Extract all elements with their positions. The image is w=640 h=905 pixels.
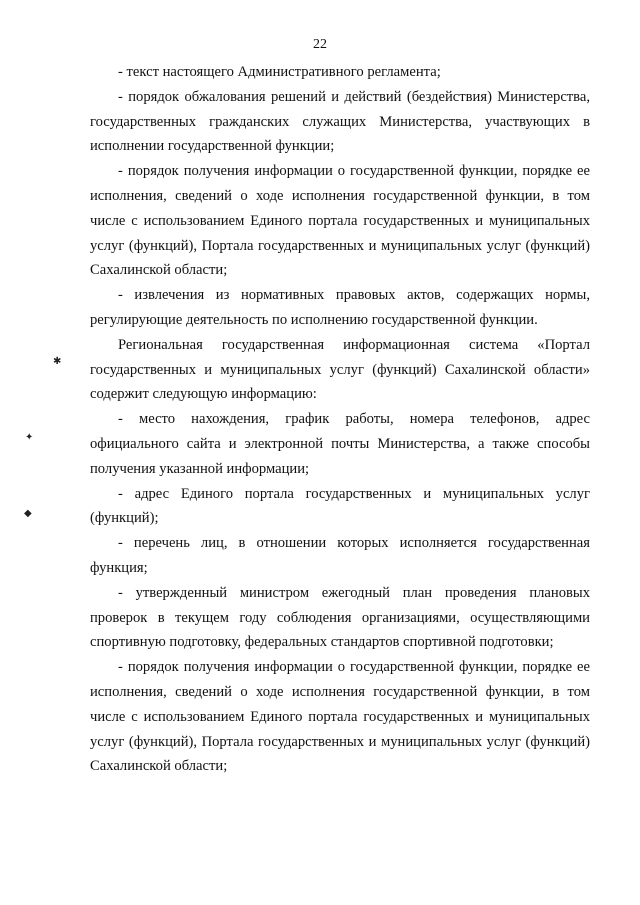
scan-mark: ✦: [25, 432, 34, 443]
paragraph-regulation-text: - текст настоящего Административного регламента;: [118, 64, 441, 80]
paragraph-info-procedure: - порядок получения информации о государственной функции, порядке ее исполнения, сведений о ходе исполнения государственной функции, в том числе с использованием Единого портала государственных и муниципальных услуг (функций), Портала государственных и муниципальных услуг (функций) Сахалинской области;: [90, 163, 590, 279]
document-body: [90, 60, 590, 779]
paragraph-info-procedure-repeat: - порядок получения информации о государственной функции, порядке ее исполнения, сведений о ходе исполнения государственной функции, в том числе с использованием Единого портала государственных и муниципальных услуг (функций), Портала государственных и муниципальных услуг (функций) Сахалинской области;: [90, 659, 590, 775]
paragraph-appeal-procedure: - порядок обжалования решений и действий (бездействия) Министерства, государственных гражданских служащих Министерства, участвующих в исполнении государственной функции;: [90, 88, 590, 155]
scan-mark: ✱: [53, 356, 62, 367]
paragraph-portal-address: - адрес Единого портала государственных и муниципальных услуг (функций);: [90, 485, 590, 527]
scan-mark: ◆: [24, 508, 32, 519]
paragraph-location-schedule: - место нахождения, график работы, номера телефонов, адрес официального сайта и электронной почты Министерства, а также способы получения указанной информации;: [90, 411, 590, 477]
paragraph-annual-plan: - утвержденный министром ежегодный план проведения плановых проверок в текущем году соблюдения организациями, осуществляющими спортивную подготовку, федеральных стандартов спортивной подготовки;: [90, 584, 590, 651]
paragraph-legal-extracts: - извлечения из нормативных правовых актов, содержащих нормы, регулирующие деятельность по исполнению государственной функции.: [90, 287, 590, 328]
paragraph-portal-intro: Региональная государственная информационная система «Портал государственных и муниципальных услуг (функций) Сахалинской области» содержит следующую информацию:: [90, 336, 590, 403]
page-number: 22: [313, 37, 327, 52]
paragraph-persons-list: - перечень лиц, в отношении которых исполняется государственная функция;: [90, 535, 590, 576]
